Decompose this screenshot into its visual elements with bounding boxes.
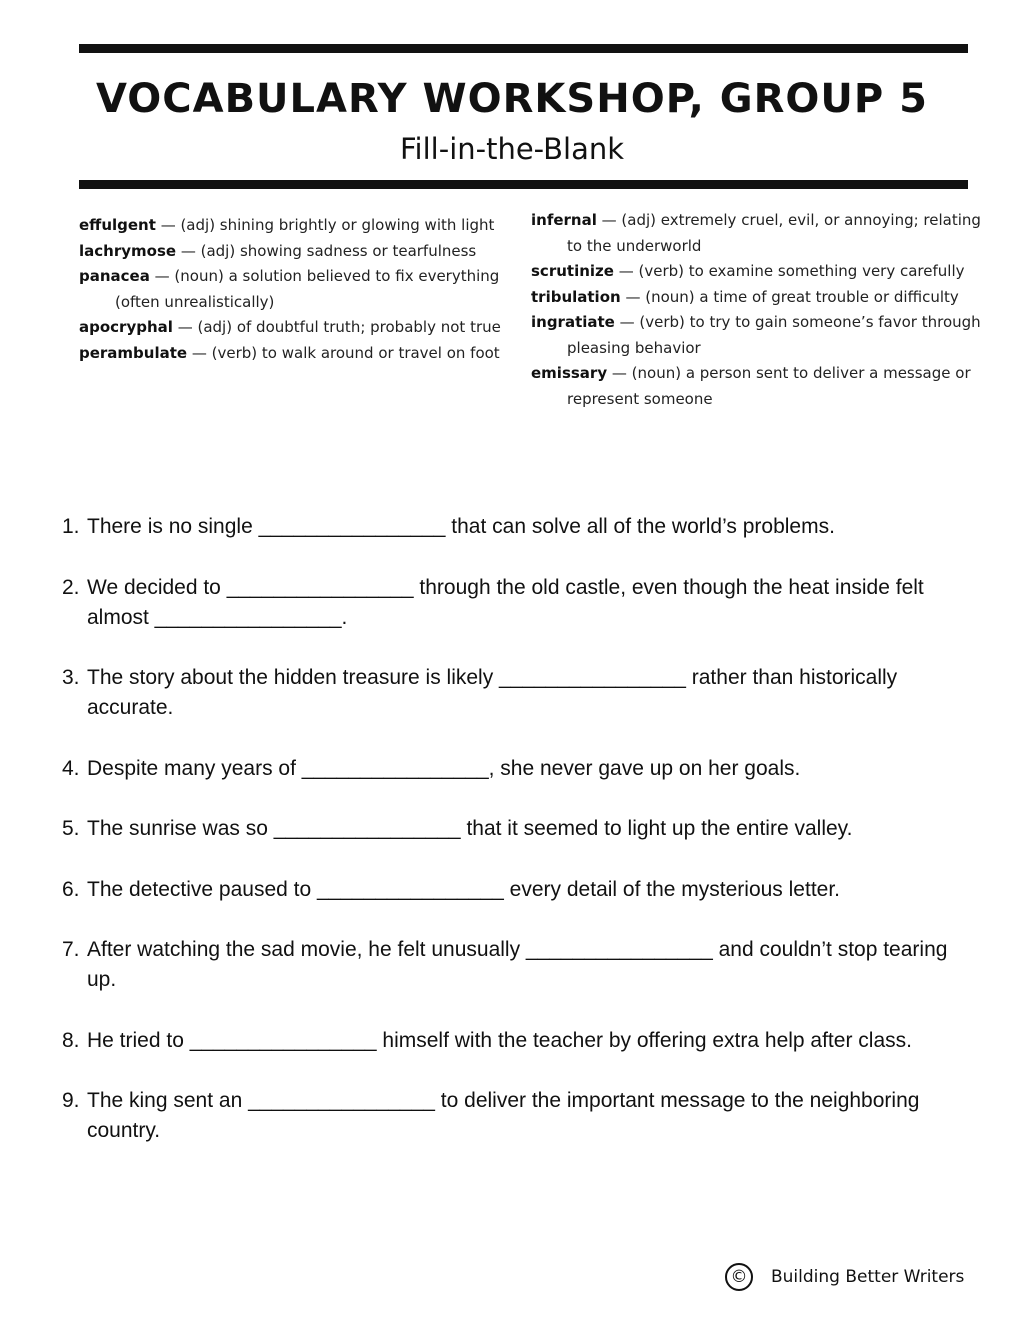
vocab-term: ingratiate (531, 313, 615, 331)
question-text: The detective paused to ________________ every detail of the mysterious letter. (87, 877, 841, 901)
vocab-entry (79, 239, 509, 265)
question-text: After watching the sad movie, he felt unusually ________________ and couldn’t stop tearing up. (87, 938, 948, 991)
footer-brand: Building Better Writers (771, 1267, 965, 1287)
vocab-definition: — (adj) extremely cruel, evil, or annoying; relating to the underworld (567, 211, 981, 255)
question-number: 5. (62, 817, 80, 840)
question-text: The king sent an ________________ to deliver the important message to the neighboring country. (87, 1089, 920, 1142)
question-text: The sunrise was so ________________ that it seemed to light up the entire valley. (87, 817, 853, 840)
vocab-list-left (79, 213, 509, 366)
question-number: 2. (62, 575, 80, 599)
question-number: 8. (62, 1028, 80, 1052)
question-number: 7. (62, 938, 80, 961)
question-item (62, 573, 982, 633)
vocab-definition: — (verb) to try to gain someone’s favor through pleasing behavior (567, 313, 981, 357)
vocab-entry (531, 310, 981, 361)
vocab-entry (531, 361, 981, 412)
vocab-definition: — (noun) a person sent to deliver a message or represent someone (567, 364, 971, 408)
vocab-definition: — (verb) to examine something very carefully (618, 262, 965, 280)
question-item (62, 512, 982, 542)
question-number: 6. (62, 877, 80, 901)
vocab-term: scrutinize (531, 262, 614, 280)
vocab-entry (79, 213, 509, 239)
vocab-definition: — (adj) showing sadness or tearfulness (180, 241, 477, 260)
top-divider (79, 44, 968, 53)
question-item (62, 663, 982, 723)
question-text: He tried to ________________ himself with the teacher by offering extra help after class. (87, 1028, 912, 1052)
question-item (62, 1086, 982, 1146)
vocab-term: perambulate (79, 343, 188, 362)
page-subtitle: Fill-in-the-Blank (399, 132, 625, 166)
question-number: 4. (62, 756, 80, 780)
copyright-icon: © (725, 1263, 753, 1291)
question-item (62, 754, 982, 784)
question-number: 3. (62, 666, 80, 689)
vocab-entry (531, 285, 981, 311)
question-item (62, 875, 982, 905)
footer-credit (725, 1263, 964, 1291)
vocab-definition: — (noun) a time of great trouble or difficulty (625, 287, 959, 306)
vocab-term: emissary (531, 364, 608, 382)
question-number: 1. (62, 515, 80, 538)
vocab-term: apocryphal (79, 318, 173, 336)
vocab-term: panacea (79, 267, 150, 285)
question-text: Despite many years of ________________, she never gave up on her goals. (87, 756, 801, 780)
vocab-definition: — (noun) a solution believed to fix everything (often unrealistically) (115, 267, 500, 311)
vocab-term: lachrymose (79, 241, 177, 260)
vocab-list-right (531, 208, 981, 412)
vocab-definition: — (adj) of doubtful truth; probably not true (177, 318, 501, 336)
vocab-term: effulgent (79, 216, 156, 234)
page-title: VOCABULARY WORKSHOP, GROUP 5 (96, 76, 928, 122)
bottom-divider (79, 180, 968, 189)
question-text: The story about the hidden treasure is likely ________________ rather than historically accurate. (87, 666, 898, 719)
vocab-term: tribulation (531, 287, 621, 306)
question-text: We decided to ________________ through the old castle, even though the heat inside felt almost ________________. (87, 575, 924, 629)
vocab-term: infernal (531, 211, 597, 229)
vocab-entry (79, 264, 509, 315)
vocab-entry (79, 341, 509, 367)
vocab-entry (79, 315, 509, 341)
vocab-entry (531, 259, 981, 285)
vocab-definition: — (verb) to walk around or travel on foot (191, 343, 500, 362)
question-text: There is no single ________________ that can solve all of the world’s problems. (87, 515, 835, 538)
question-number: 9. (62, 1089, 80, 1112)
question-list (62, 512, 982, 1177)
question-item (62, 814, 982, 844)
question-item (62, 935, 982, 995)
vocab-definition: — (adj) shining brightly or glowing with light (160, 216, 495, 234)
vocab-entry (531, 208, 981, 259)
question-item (62, 1026, 982, 1056)
